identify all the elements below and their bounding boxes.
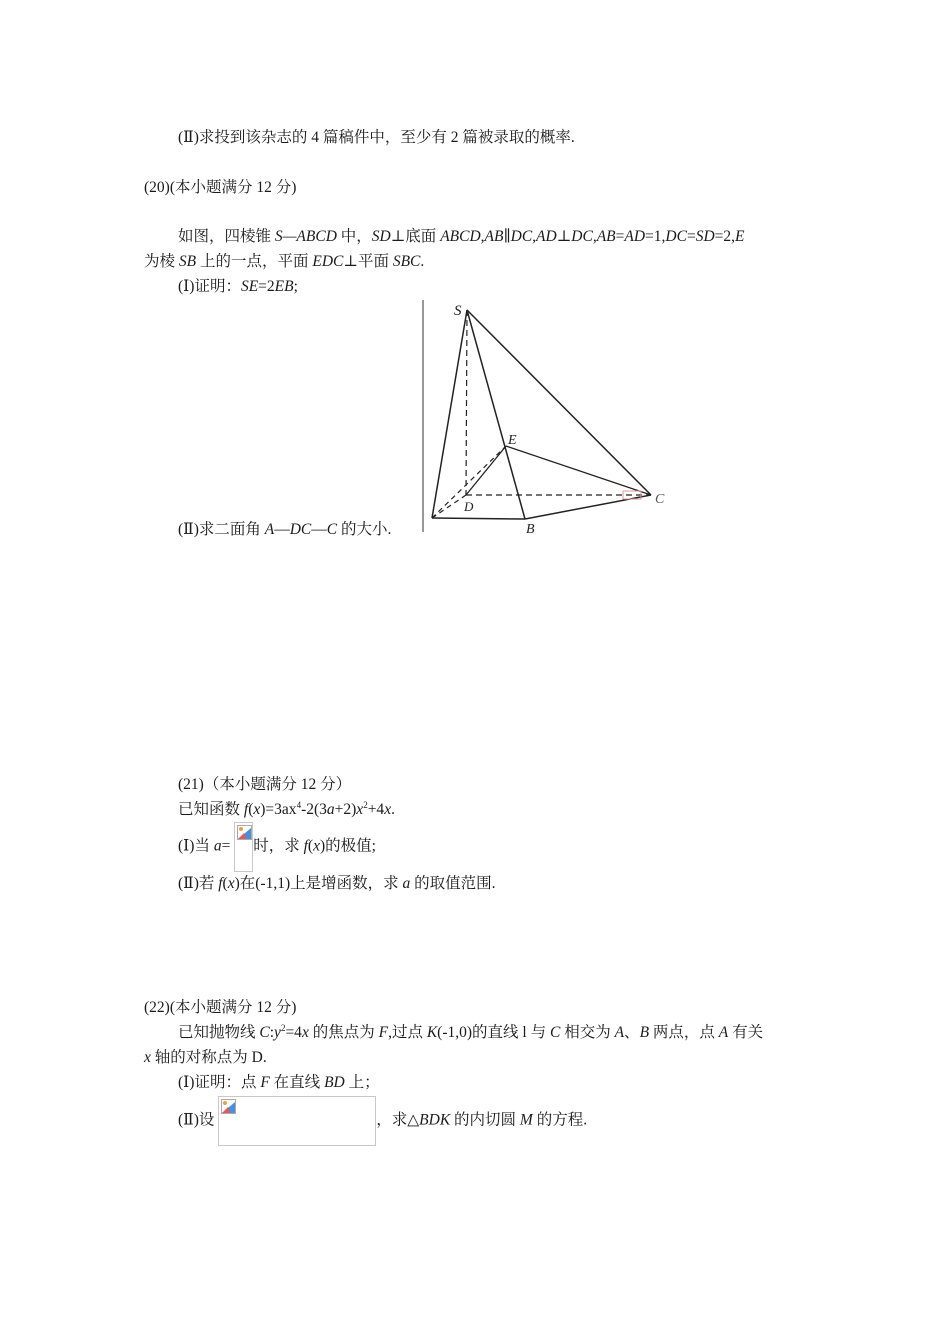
q21-header: (21)（本小题满分 12 分）: [178, 776, 352, 793]
label-B: B: [526, 522, 535, 537]
label-S: S: [454, 303, 462, 319]
q21-definition: 已知函数 $f(x)=3ax^4-2(3a+2)x^2+4x$.: [178, 799, 395, 818]
broken-image-placeholder: [234, 822, 253, 872]
q21-part2: (Ⅱ)若 f(x)在(-1,1)上是增函数，求 a 的取值范围.: [178, 875, 496, 892]
q20-part1: (Ⅰ)证明：SE=2EB;: [178, 278, 298, 295]
label-C: C: [655, 492, 665, 507]
q19-part2: (Ⅱ)求投到该杂志的 4 篇稿件中，至少有 2 篇被录取的概率.: [178, 129, 575, 146]
label-D: D: [464, 499, 474, 514]
q22-intro-line1: 已知抛物线 $C:y^2=4x$ 的焦点为 F,过点 K(-1,0)的直线 l 与 C 相交为 A、B 两点，点 A 有关: [178, 1022, 764, 1041]
label-E: E: [508, 433, 517, 448]
broken-image-icon: [237, 825, 252, 840]
q22-part2: (Ⅱ)设 ，求△BDK 的内切圆 M 的方程.: [178, 1110, 587, 1132]
broken-image-icon: [221, 1099, 236, 1114]
q20-part2: (Ⅱ)求二面角 A—DC—C 的大小.: [178, 521, 392, 538]
edge-AB: [432, 518, 525, 519]
q21-part1: (Ⅰ)当 a= 时，求 f(x)的极值;: [178, 836, 376, 858]
q22-header: (22)(本小题满分 12 分): [144, 999, 297, 1016]
broken-image-placeholder: [218, 1096, 376, 1146]
pyramid-figure: [418, 296, 672, 538]
q20-header: (20)(本小题满分 12 分): [144, 179, 297, 196]
q22-intro-line2: x 轴的对称点为 D.: [144, 1049, 267, 1066]
q22-part1: (Ⅰ)证明：点 F 在直线 BD 上；: [178, 1074, 380, 1091]
q20-intro-line2: 为棱 SB 上的一点，平面 EDC⊥平面 SBC.: [144, 253, 425, 270]
q20-intro-line1: 如图，四棱锥 S—ABCD 中，SD⊥底面 ABCD,AB∥DC,AD⊥DC,AB=AD=1,DC=SD=2,E: [178, 228, 745, 245]
